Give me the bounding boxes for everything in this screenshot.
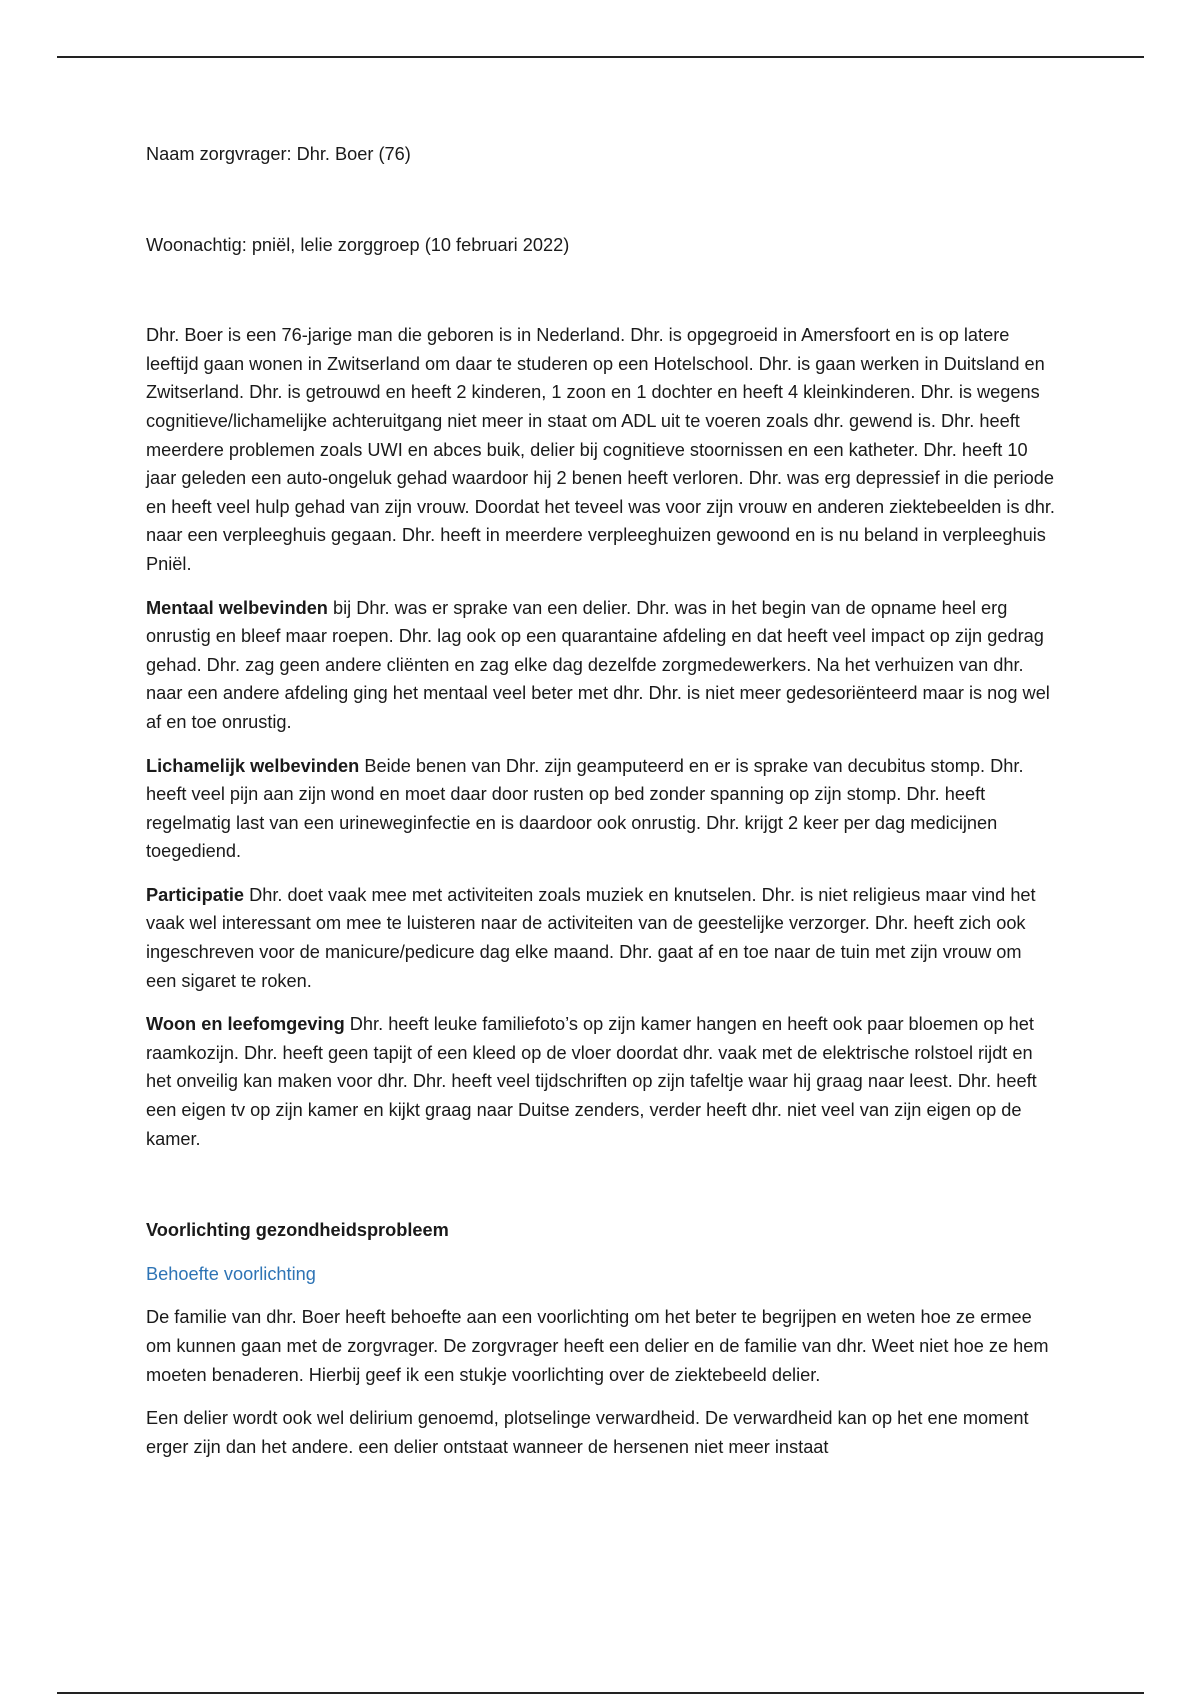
patient-name: Naam zorgvrager: Dhr. Boer (76) [146,144,411,164]
voorlichting-paragraph-1: De familie van dhr. Boer heeft behoefte aan een voorlichting om het beter te begrijpen en weten hoe ze ermee om kunnen gaan met de zorgvrager. De zorgvrager heeft een delier en de familie van dhr. Weet niet hoe ze hem moeten benaderen. Hierbij geef ik een stukje voorlichting over de ziektebeeld delier. [146,1307,1049,1385]
section-participatie-title: Participatie [146,884,245,905]
section-participatie-text: Dhr. doet vaak mee met activiteiten zoals muziek en knutselen. Dhr. is niet religieus maar vind het vaak wel interessant om mee te luisteren naar de activiteiten van de geestelijke verzorger. Dhr. heeft zich ook ingeschreven voor de manicure/pedicure dag elke maand. Dhr. gaat af en toe naar de tuin met zijn vrouw om een sigaret te roken. [146,884,1036,991]
residence-line: Woonachtig: pniël, lelie zorggroep (10 februari 2022) [146,234,570,255]
section-mentaal-text: bij Dhr. was er sprake van een delier. Dhr. was in het begin van de opname heel erg onrustig en bleef maar roepen. Dhr. lag ook op een quarantaine afdeling en dat heeft veel impact op zijn gedrag gehad. Dhr. zag geen andere cliënten en zag elke dag dezelfde zorgmedewerkers. Na het verhuizen van dhr. naar een andere afdeling ging het mentaal veel beter met dhr. Dhr. is niet meer gedesoriënteerd maar is nog wel af en toe onrustig. [146,597,1050,732]
section-woon [146,1010,1056,1153]
section-woon-title: Woon en leefomgeving [146,1014,345,1035]
section-lichamelijk-title: Lichamelijk welbevinden [146,755,360,776]
section-lichamelijk [146,752,1056,866]
section-lichamelijk-text: Beide benen van Dhr. zijn geamputeerd en er is sprake van decubitus stomp. Dhr. heeft veel pijn aan zijn wond en moet daar door rusten op bed zonder spanning op zijn stomp. Dhr. heeft regelmatig last van een urineweginfectie en is daardoor ook onrustig. Dhr. krijgt 2 keer per dag medicijnen toegediend. [146,755,1024,862]
bottom-rule [57,1692,1144,1694]
document-body [146,140,1056,1476]
voorlichting-subheading: Behoefte voorlichting [146,1263,316,1284]
top-rule [57,56,1144,58]
section-woon-text: Dhr. heeft leuke familiefoto’s op zijn kamer hangen en heeft ook paar bloemen op het raamkozijn. Dhr. heeft geen tapijt of een kleed op de vloer doordat dhr. vaak met de elektrische rolstoel rijdt en het onveilig kan maken voor dhr. Dhr. heeft veel tijdschriften op zijn tafeltje waar hij graag naar leest. Dhr. heeft een eigen tv op zijn kamer en kijkt graag naar Duitse zenders, verder heeft dhr. niet veel van zijn eigen op de kamer. [146,1014,1037,1149]
section-mentaal-title: Mentaal welbevinden [146,597,328,618]
intro-paragraph: Dhr. Boer is een 76-jarige man die geboren is in Nederland. Dhr. is opgegroeid in Amersfoort en is op latere leeftijd gaan wonen in Zwitserland om daar te studeren op een Hotelschool. Dhr. is gaan werken in Duitsland en Zwitserland. Dhr. is getrouwd en heeft 2 kinderen, 1 zoon en 1 dochter en heeft 4 kleinkinderen. Dhr. is wegens cognitieve/lichamelijke achteruitgang niet meer in staat om ADL uit te voeren zoals dhr. gewend is. Dhr. heeft meerdere problemen zoals UWI en abces buik, delier bij cognitieve stoornissen en een katheter. Dhr. heeft 10 jaar geleden een auto-ongeluk gehad waardoor hij 2 benen heeft verloren. Dhr. was erg depressief in die periode en heeft veel hulp gehad van zijn vrouw. Doordat het teveel was voor zijn vrouw en anderen ziektebeelden is dhr. naar een verpleeghuis gegaan. Dhr. heeft in meerdere verpleeghuizen gewoond en is nu beland in verpleeghuis Pniël. [146,325,1055,574]
voorlichting-paragraph-2: Een delier wordt ook wel delirium genoemd, plotselinge verwardheid. De verwardheid kan op het ene moment erger zijn dan het andere. een delier ontstaat wanneer de hersenen niet meer instaat [146,1408,1029,1457]
section-mentaal [146,594,1056,737]
voorlichting-heading: Voorlichting gezondheidsprobleem [146,1220,449,1241]
section-participatie [146,881,1056,995]
